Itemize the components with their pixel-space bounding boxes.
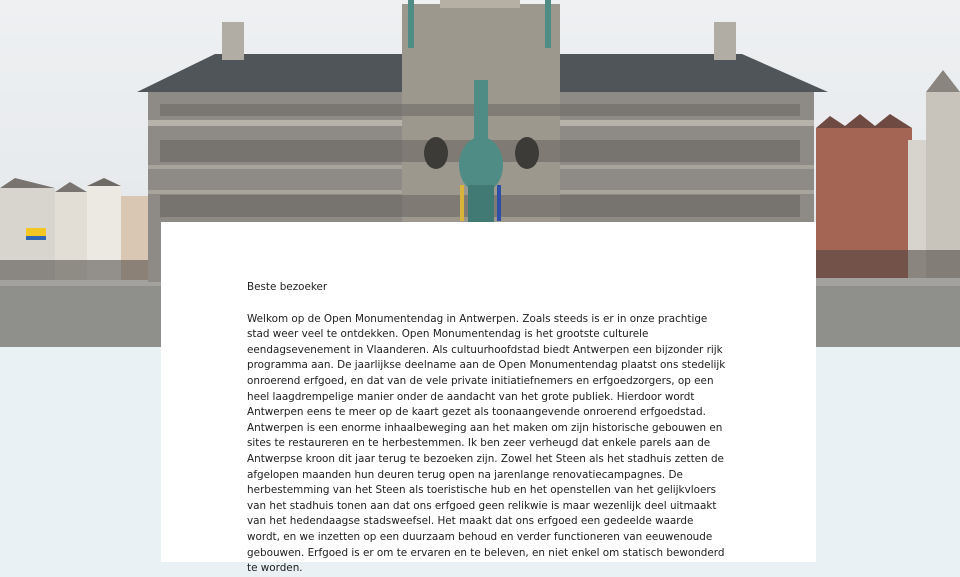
letter-salutation: Beste bezoeker (247, 281, 328, 293)
right-buildings (816, 70, 960, 278)
letter-content (247, 280, 727, 577)
letter-card (161, 222, 816, 575)
left-buildings (0, 178, 154, 280)
letter-body: Welkom op de Open Monumentendag in Antwerpen. Zoals steeds is er in onze prachtige stad weer veel te ontdekken. Open Monumentendag is het grootste culturele eendagsevenement in Vlaanderen. Als cultuurhoofdstad biedt Antwerpen een bijzonder rijk programma aan. De jaarlijkse deelname aan de Open Monumentendag plaatst ons stedelijk onroerend erfgoed, en dat van de vele private initiatiefnemers en erfgoedzorgers, op een heel laagdrempelige manier onder de aandacht van het grote publiek. Hierdoor wordt Antwerpen eens te meer op de kaart gezet als toonaangevende onroerend erfgoedstad. Antwerpen is een enorme inhaalbeweging aan het maken om zijn historische gebouwen en sites te restaureren en te herbestemmen. Ik ben zeer verheugd dat enkele parels aan de Antwerpse kroon dit jaar terug te bezoeken zijn. Zowel het Steen als het stadhuis zetten de afgelopen maanden hun deuren terug open na jarenlange renovatiecampagnes. De herbestemming van het Steen als toeristische hub en het openstellen van het gelijkvloers van het stadhuis tonen aan dat ons erfgoed geen relikwie is maar wezenlijk deel uitmaakt van het hedendaagse stadsweefsel. Het maakt dat ons erfgoed een gedeelde waarde wordt, en we inzetten op een duurzaam behoud en verder functioneren van eeuwenoude gebouwen. Erfgoed is er om te ervaren en te beleven, en niet enkel om statisch bewonderd te worden. (247, 312, 726, 575)
